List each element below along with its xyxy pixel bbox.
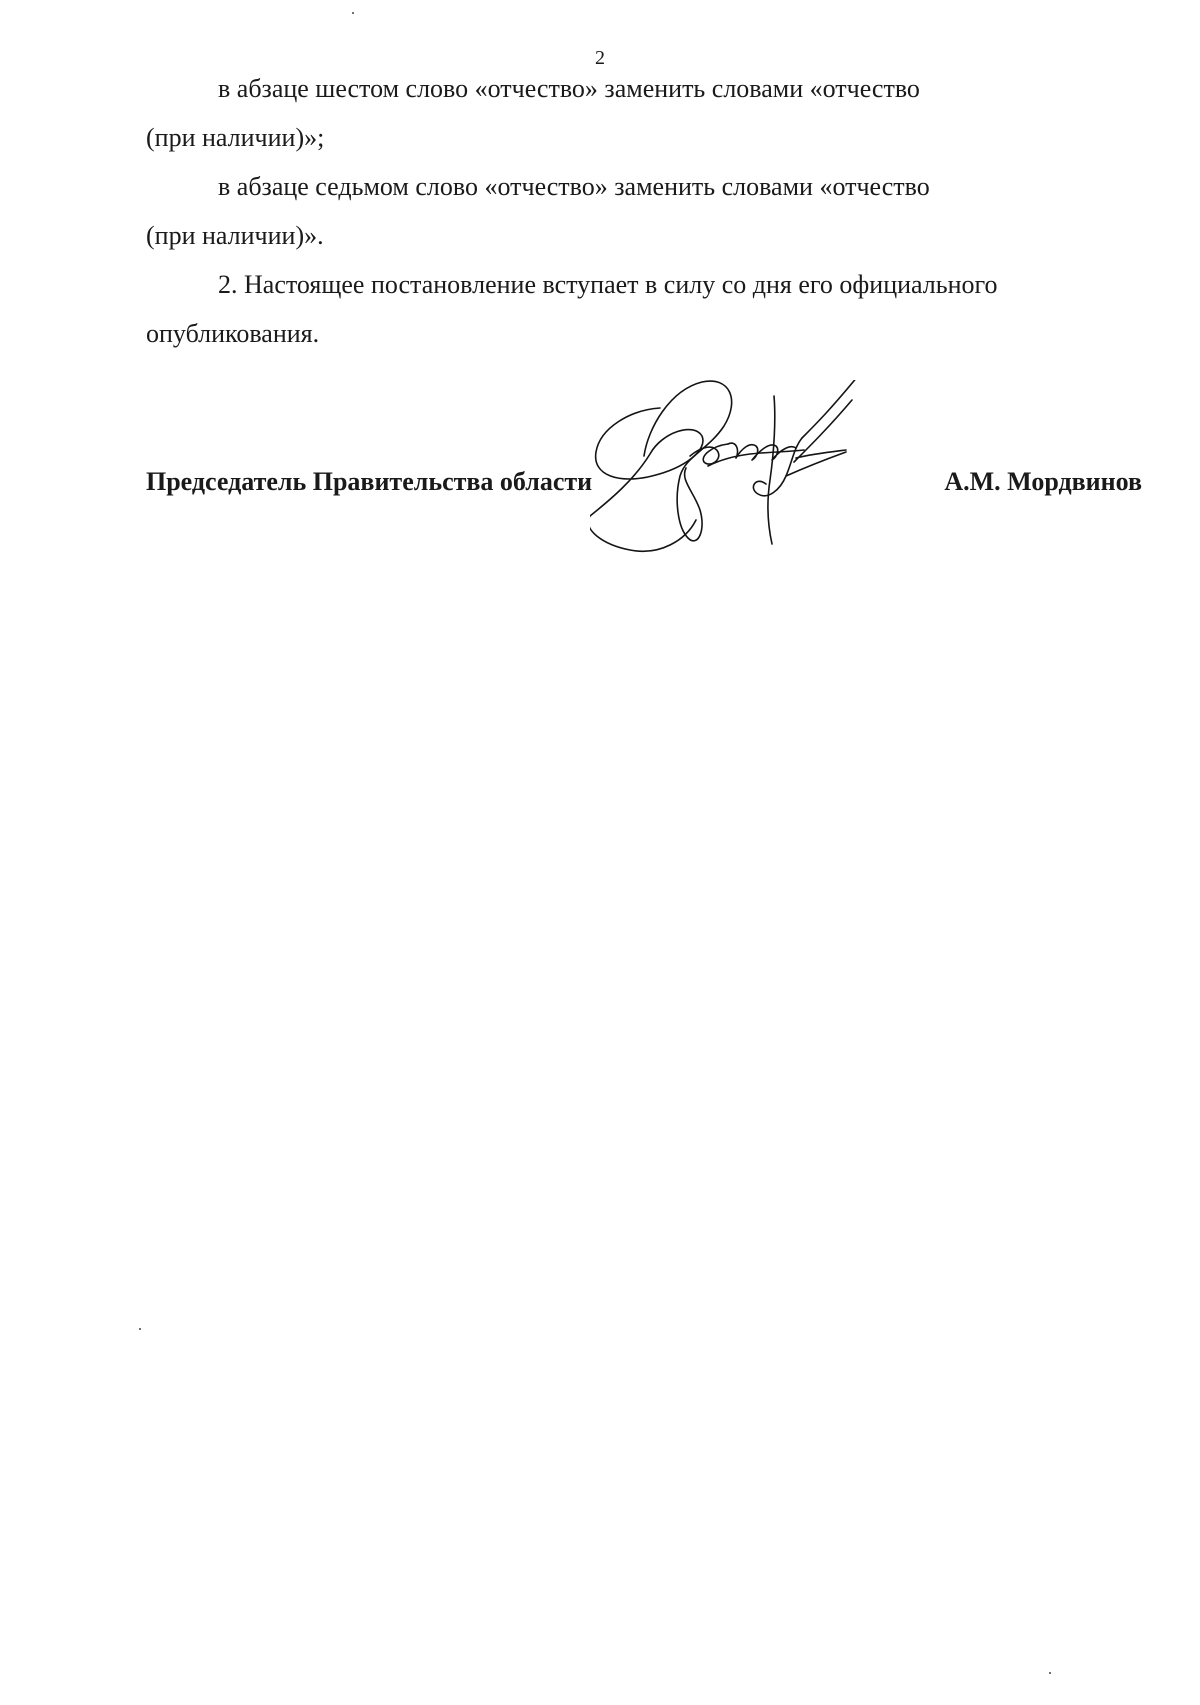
handwritten-signature	[590, 380, 950, 590]
paragraph-line: в абзаце седьмом слово «отчество» заменить словами «отчество	[218, 172, 930, 201]
scan-speck	[352, 12, 354, 14]
scan-speck	[139, 1328, 141, 1330]
document-body	[146, 64, 1142, 358]
scan-speck	[1049, 1672, 1051, 1674]
signer-title: Председатель Правительства области	[146, 467, 593, 496]
paragraph-line: опубликования.	[146, 319, 320, 348]
paragraph-line: в абзаце шестом слово «отчество» заменить словами «отчество	[218, 74, 920, 103]
paragraph-line: 2. Настоящее постановление вступает в силу со дня его официального	[218, 270, 998, 299]
paragraph-line: (при наличии)».	[146, 221, 324, 250]
signer-name: А.М. Мордвинов	[944, 467, 1142, 496]
paragraph-line: (при наличии)»;	[146, 123, 325, 152]
page-number: 2	[595, 47, 605, 69]
